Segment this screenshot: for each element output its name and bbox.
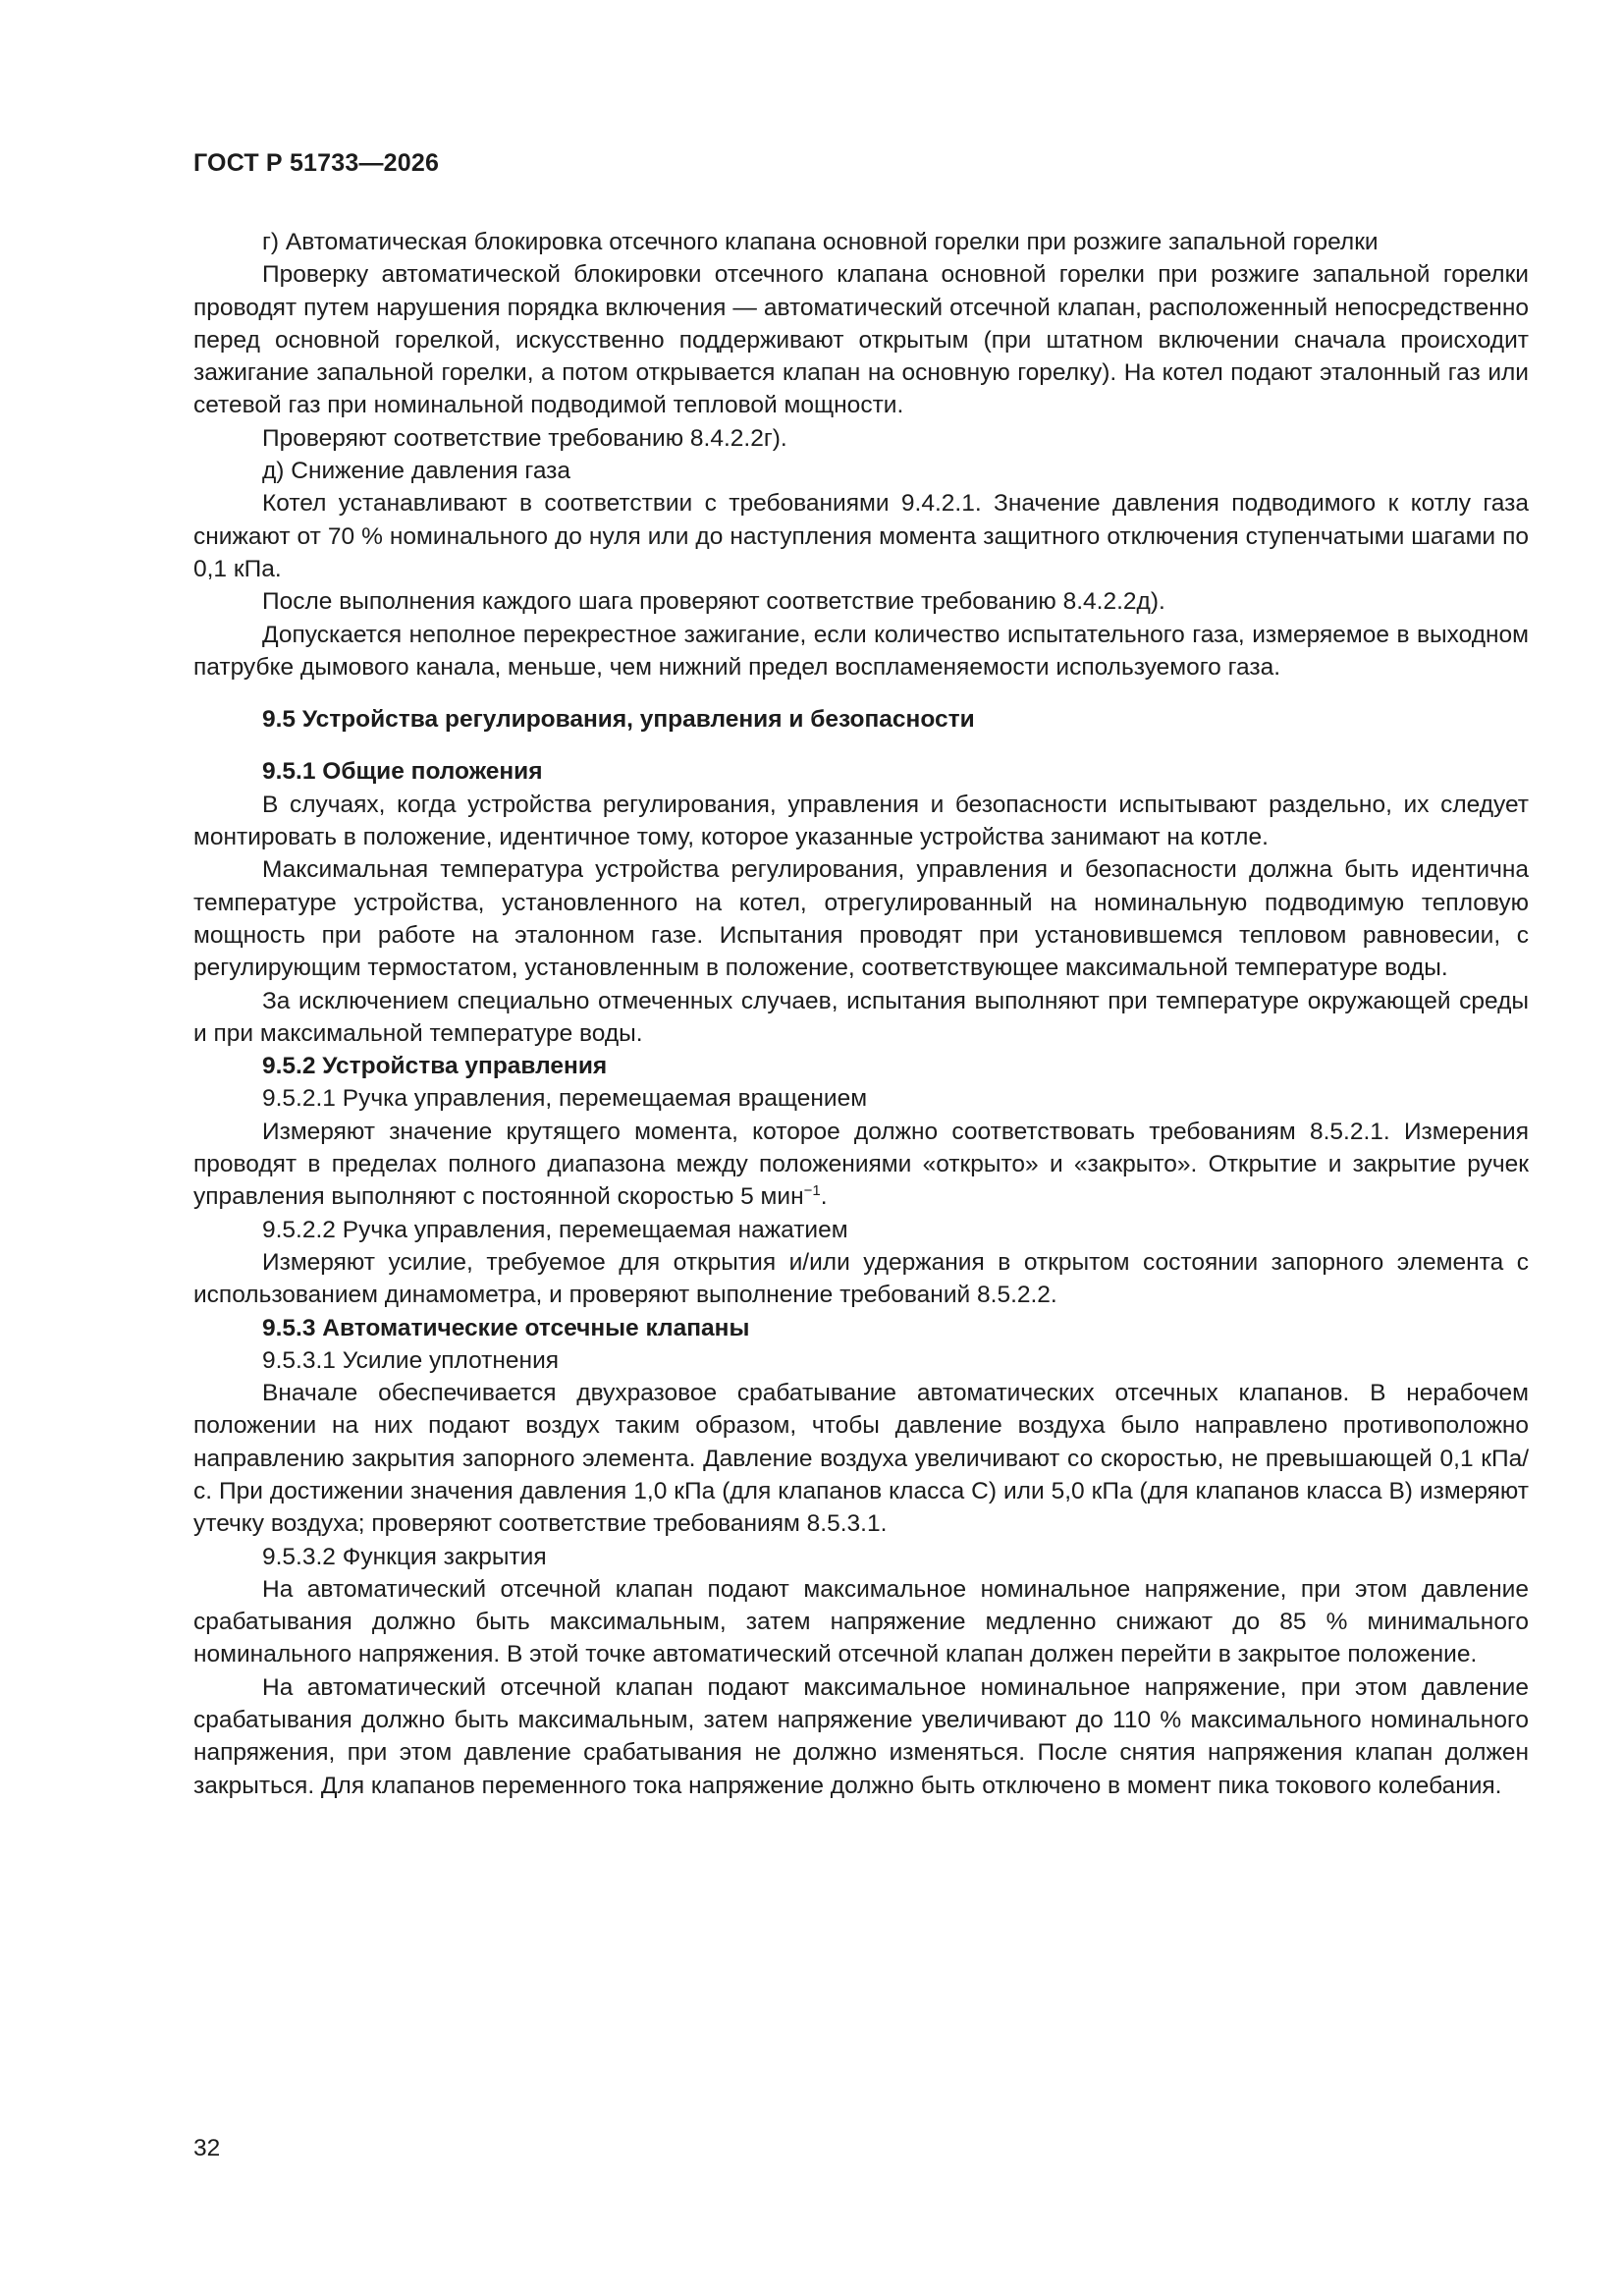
paragraph: На автоматический отсечной клапан подают максимальное номинальное напряжение, при этом давление срабатывания должно быть максимальным, затем напряжение увеличивают до 110 % максимального номинального напряжения, при этом давление срабатывания не должно изменяться. После снятия напряжения клапан должен закрыться. Для клапанов переменного тока напряжение должно быть отключено в момент пика токового колебания.	[193, 1673, 1529, 1799]
clause-heading: 9.5.2.1 Ручка управления, перемещаемая вращением	[262, 1085, 868, 1113]
paragraph: После выполнения каждого шага проверяют соответствие требованию 8.4.2.2д).	[262, 588, 1165, 616]
clause-heading: 9.5.3.1 Усилие уплотнения	[262, 1346, 560, 1374]
paragraph: За исключением специально отмеченных случаев, испытания выполняют при температуре окружающей среды и при максимальной температуре воды.	[193, 987, 1529, 1047]
page-number: 32	[193, 2135, 221, 2161]
paragraph: Котел устанавливают в соответствии с требованиями 9.4.2.1. Значение давления подводимого к котлу газа снижают от 70 % номинального до нуля или до наступления момента защитного отключения ступенчатыми шагами по 0,1 кПа.	[193, 490, 1529, 582]
document-body	[193, 226, 1529, 1802]
document-header: ГОСТ Р 51733—2026	[193, 149, 440, 177]
subsection-heading: 9.5.3 Автоматические отсечные клапаны	[262, 1314, 750, 1341]
paragraph: Проверяют соответствие требованию 8.4.2.2г).	[262, 424, 787, 452]
paragraph: Допускается неполное перекрестное зажигание, если количество испытательного газа, измеряемое в выходном патрубке дымового канала, меньше, чем нижний предел воспламеняемости используемого газа.	[193, 621, 1529, 681]
section-heading: 9.5 Устройства регулирования, управления и безопасности	[262, 706, 975, 734]
subsection-heading: 9.5.1 Общие положения	[262, 758, 543, 786]
subsection-heading: 9.5.2 Устройства управления	[262, 1053, 608, 1080]
paragraph: Максимальная температура устройства регулирования, управления и безопасности должна быть идентична температуре устройства, установленного на котел, отрегулированный на номинальную подводимую тепловую мощность при работе на эталонном газе. Испытания проводят при установившемся тепловом равновесии, с регулирующим термостатом, установленным в положение, соответствующее максимальной температуре воды.	[193, 856, 1529, 982]
paragraph: На автоматический отсечной клапан подают максимальное номинальное напряжение, при этом давление срабатывания должно быть максимальным, затем напряжение медленно снижают до 85 % минимального номинального напряжения. В этой точке автоматический отсечной клапан должен перейти в закрытое положение.	[193, 1575, 1529, 1668]
paragraph: Вначале обеспечивается двухразовое срабатывание автоматических отсечных клапанов. В нерабочем положении на них подают воздух таким образом, чтобы давление воздуха было направлено противоположно направлению закрытия запорного элемента. Давление воздуха увеличивают со скоростью, не превышающей 0,1 кПа/с. При достижении значения давления 1,0 кПа (для клапанов класса С) или 5,0 кПа (для клапанов класса В) измеряют утечку воздуха; проверяют соответствие требованиям 8.5.3.1.	[193, 1380, 1529, 1538]
paragraph: д) Снижение давления газа	[262, 458, 571, 485]
paragraph	[193, 1116, 1529, 1214]
paragraph: Проверку автоматической блокировки отсечного клапана основной горелки при розжиге запальной горелки проводят путем нарушения порядка включения — автоматический отсечной клапан, расположенный непосредственно перед основной горелкой, искусственно поддерживают открытым (при штатном включении сначала происходит зажигание запальной горелки, а потом открывается клапан на основную горелку). На котел подают эталонный газ или сетевой газ при номинальной подводимой тепловой мощности.	[193, 261, 1529, 419]
paragraph: В случаях, когда устройства регулирования, управления и безопасности испытывают раздельно, их следует монтировать в положение, идентичное тому, которое указанные устройства занимают на котле.	[193, 791, 1529, 851]
superscript: −1	[803, 1182, 821, 1200]
paragraph-end: .	[820, 1183, 828, 1211]
clause-heading: 9.5.3.2 Функция закрытия	[262, 1543, 547, 1570]
paragraph: г) Автоматическая блокировка отсечного клапана основной горелки при розжиге запальной горелки	[262, 229, 1379, 255]
paragraph: Измеряют усилие, требуемое для открытия и/или удержания в открытом состоянии запорного элемента с использованием динамометра, и проверяют выполнение требований 8.5.2.2.	[193, 1248, 1529, 1309]
paragraph-text: Измеряют значение крутящего момента, которое должно соответствовать требованиям 8.5.2.1. Измерения проводят в пределах полного диапазона между положениями «открыто» и «закрыто». Открытие и закрытие ручек управления выполняют с постоянной скоростью 5 мин	[193, 1118, 1529, 1211]
clause-heading: 9.5.2.2 Ручка управления, перемещаемая нажатием	[262, 1216, 848, 1243]
